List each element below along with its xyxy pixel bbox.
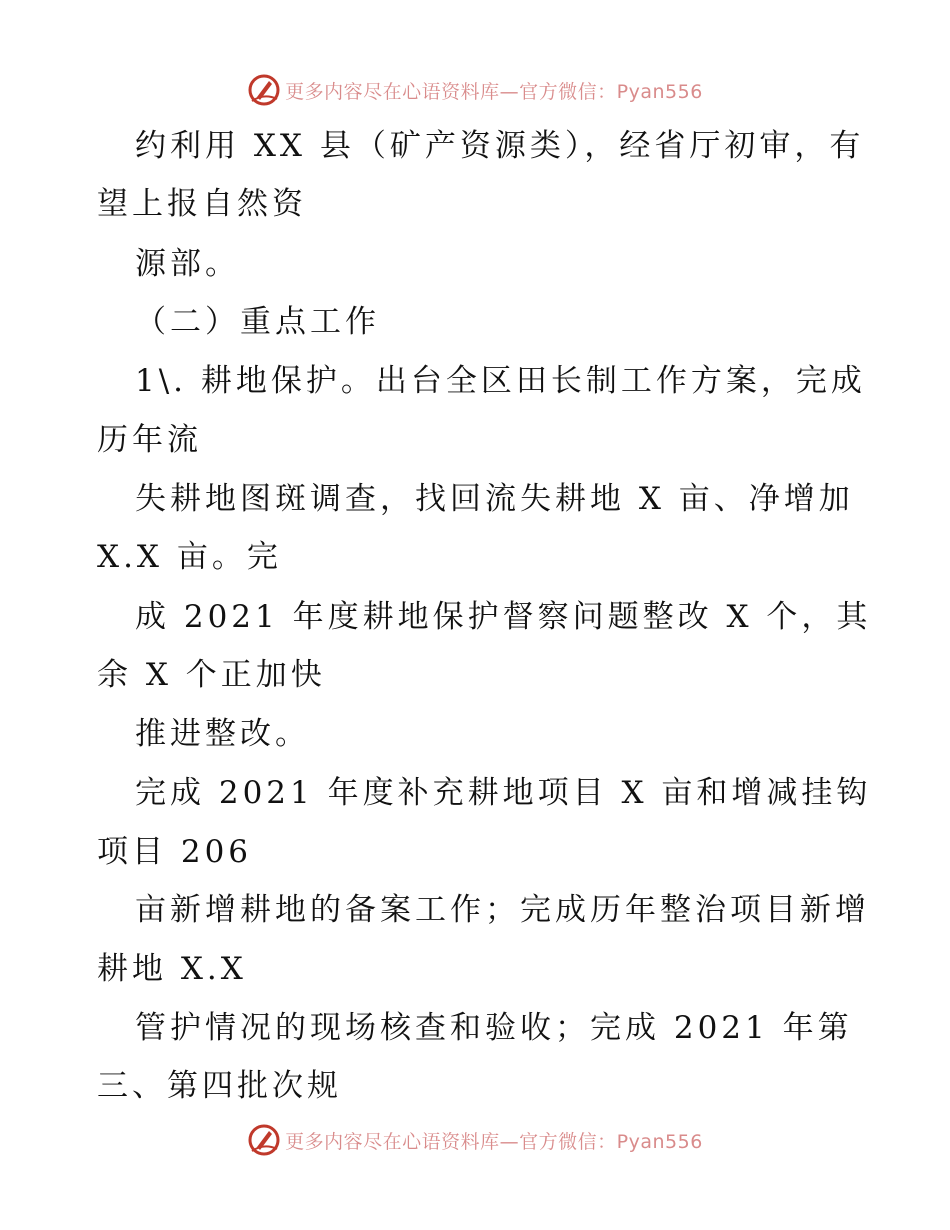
text-line: 历年流: [97, 422, 202, 458]
header-watermark: [0, 70, 950, 110]
text-line: 三、第四批次规: [97, 1068, 342, 1104]
text-line: 1\. 耕地保护。出台全区田长制工作方案，完成: [135, 363, 866, 399]
text-line: 管护情况的现场核查和验收；完成 2021 年第: [135, 1010, 853, 1046]
text-line: 望上报自然资: [97, 186, 307, 222]
watermark-text: 更多内容尽在心语资料库—官方微信：Pyan556: [285, 1130, 703, 1153]
section-heading: （二）重点工作: [135, 304, 380, 340]
text-line: 亩新增耕地的备案工作；完成历年整治项目新增: [135, 892, 870, 928]
brand-logo-icon: [247, 73, 281, 107]
text-line: 成 2021 年度耕地保护督察问题整改 X 个，其: [135, 599, 872, 635]
text-line: 推进整改。: [135, 716, 310, 752]
text-line: 源部。: [135, 246, 240, 282]
text-line: 余 X 个正加快: [97, 657, 326, 693]
footer-watermark: [0, 1120, 950, 1160]
text-line: 项目 206: [97, 834, 253, 870]
text-line: 完成 2021 年度补充耕地项目 X 亩和增减挂钩: [135, 775, 872, 811]
text-line: 失耕地图斑调查，找回流失耕地 X 亩、净增加: [135, 481, 854, 517]
text-line: X.X 亩。完: [97, 539, 282, 575]
text-line: 耕地 X.X: [97, 951, 247, 987]
brand-logo-icon: [247, 1123, 281, 1157]
text-line: 约利用 XX 县（矿产资源类），经省厅初审，有: [135, 128, 865, 164]
watermark-text: 更多内容尽在心语资料库—官方微信：Pyan556: [285, 80, 703, 103]
